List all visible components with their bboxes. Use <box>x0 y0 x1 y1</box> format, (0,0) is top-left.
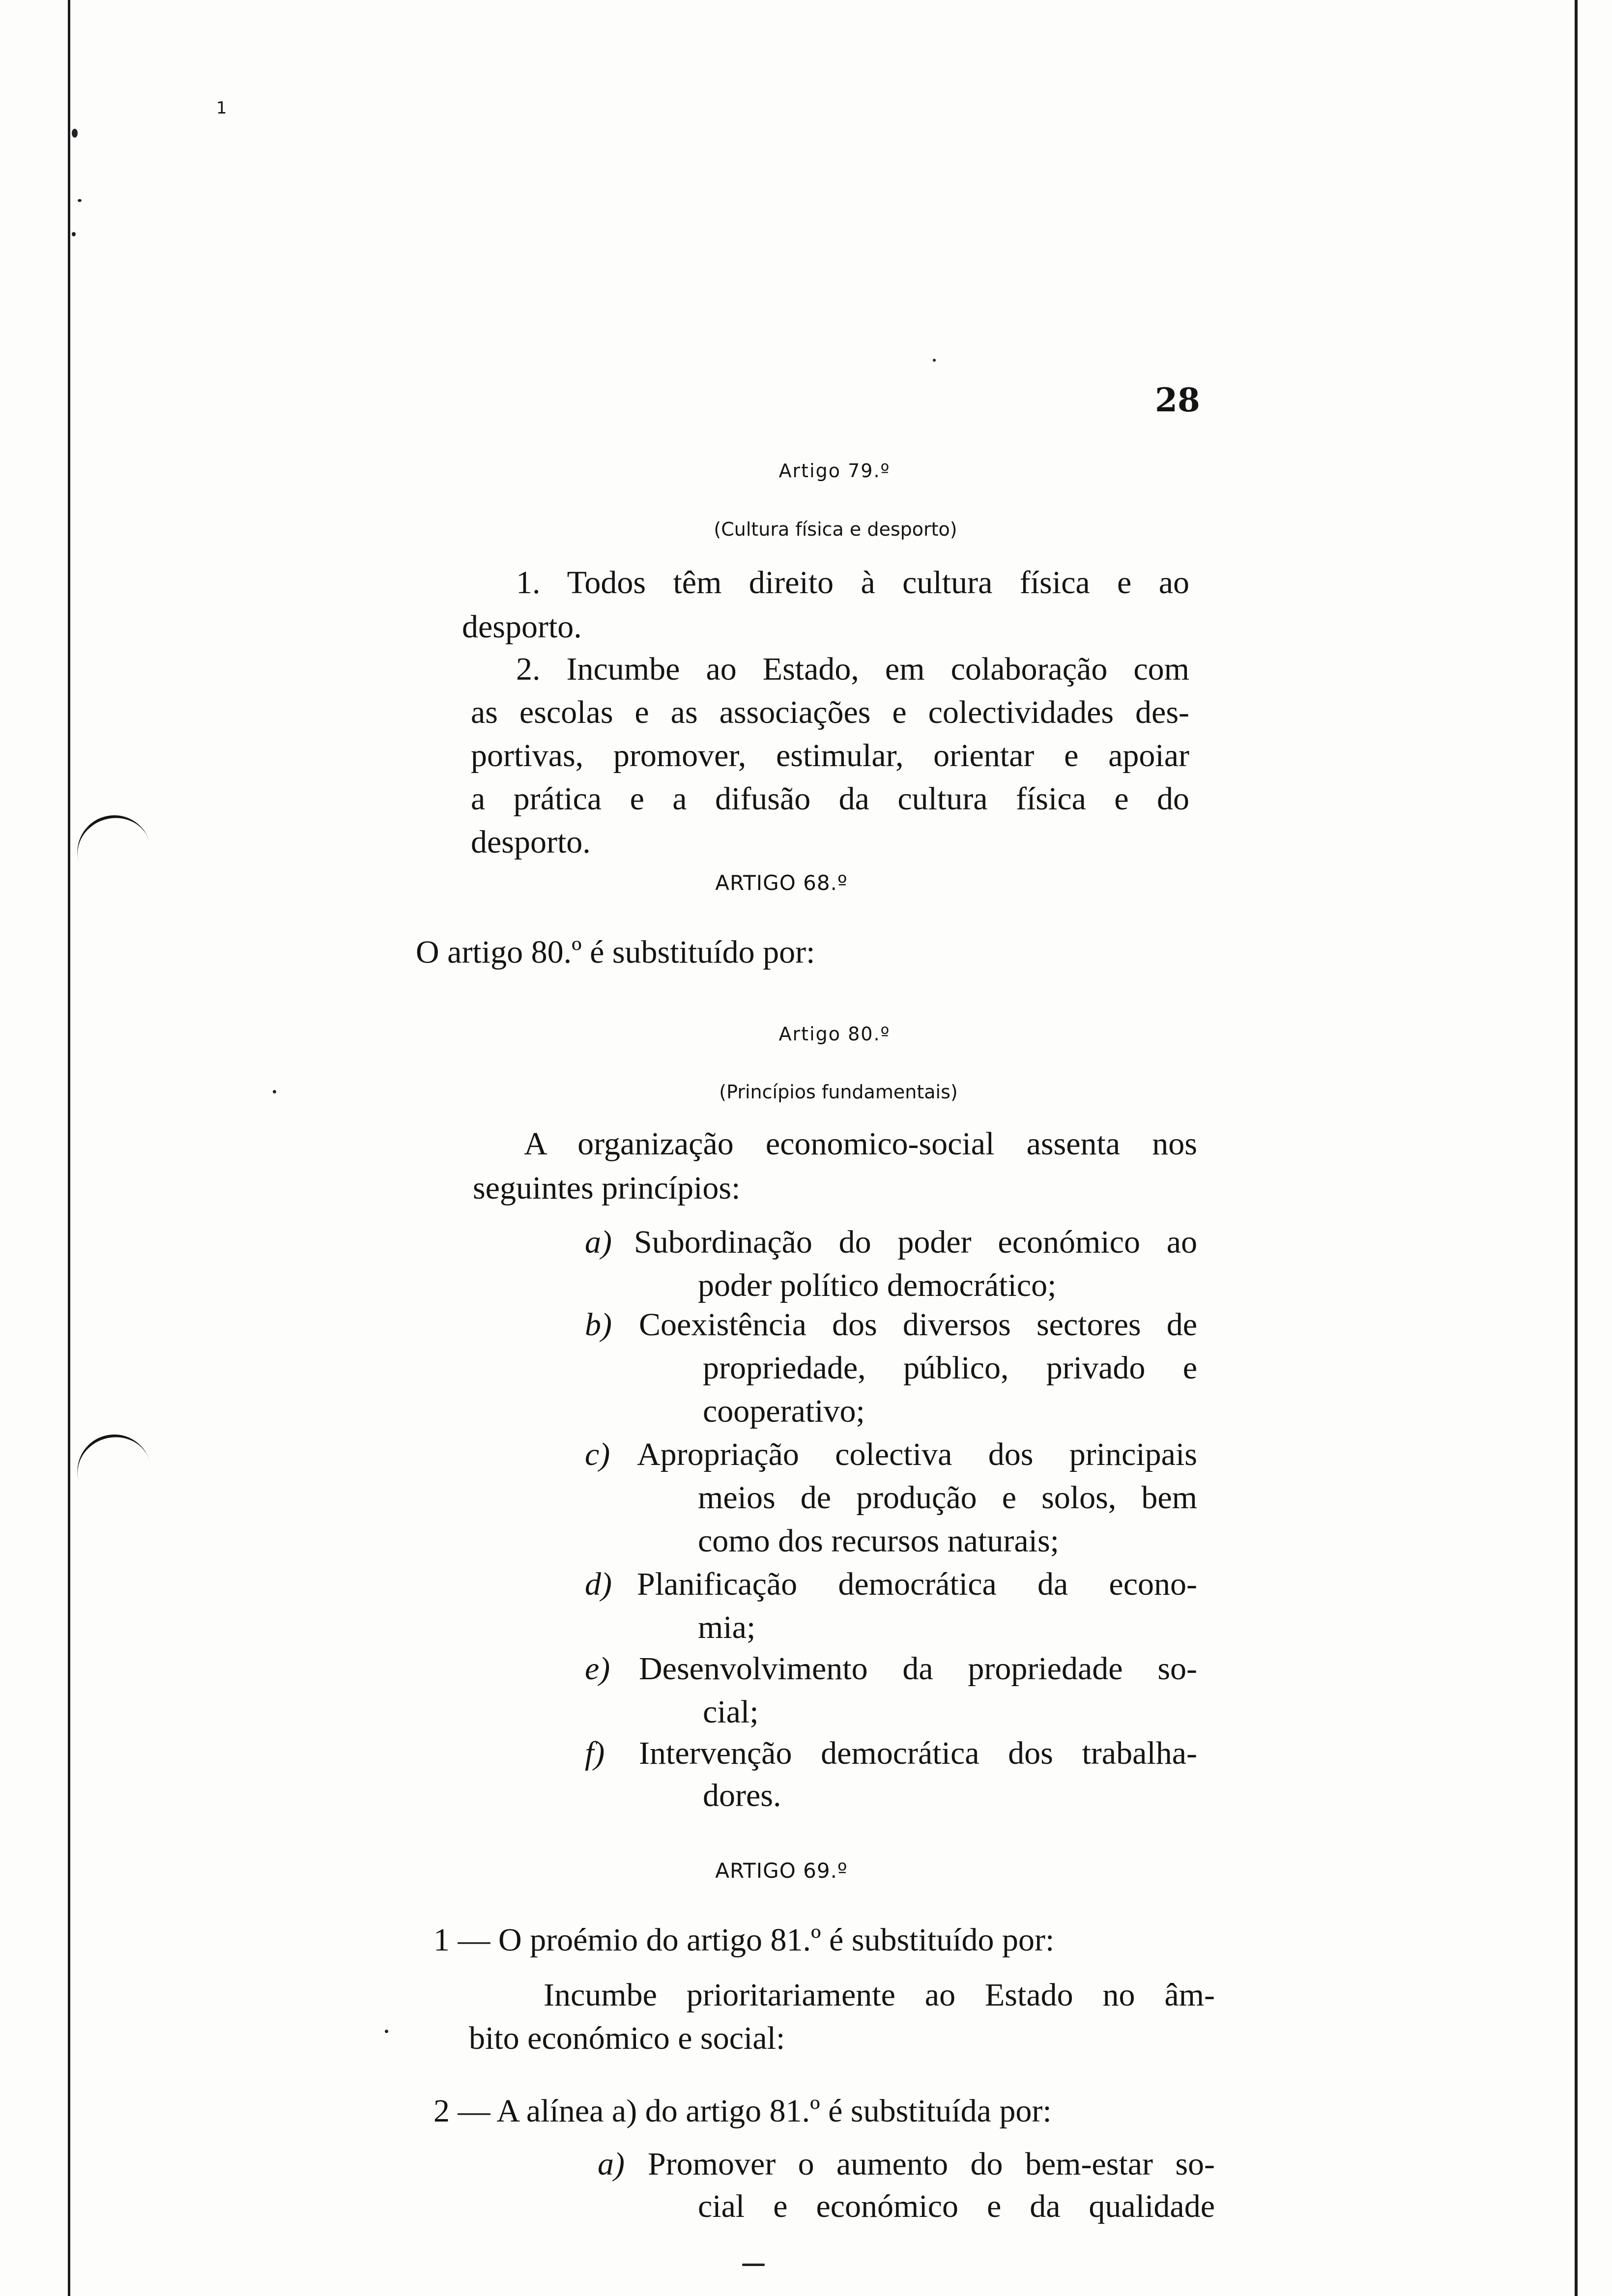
amendment-69-point-2: 2 — A alínea a) do artigo 81.º é substituída por: <box>433 2093 1052 2129</box>
item-f-line-2: dores. <box>703 1778 781 1813</box>
amendment-article-68-instruction: O artigo 80.º é substituído por: <box>416 934 815 970</box>
amendment-69-item-a-line-2: cial e económico e da qualidade <box>698 2188 1215 2224</box>
article-80-subheading: (Princípios fundamentais) <box>719 1081 958 1103</box>
article-80-heading: Artigo 80.º <box>778 1023 891 1045</box>
article-79-line-7: desporto. <box>471 824 591 860</box>
article-79-line-3: 2. Incumbe ao Estado, em colaboração com <box>516 651 1189 687</box>
scan-speck <box>385 2030 388 2033</box>
item-e-line-1: Desenvolvimento da propriedade so- <box>639 1651 1197 1687</box>
article-80-intro-line-2: seguintes princípios: <box>473 1170 741 1206</box>
article-79-subheading: (Cultura física e desporto) <box>714 518 957 540</box>
amendment-69-item-a-letter: a) <box>598 2146 625 2182</box>
scan-speck <box>72 232 76 236</box>
scan-speck <box>72 129 78 138</box>
item-a-line-1: Subordinação do poder económico ao <box>634 1224 1197 1260</box>
item-b-line-1: Coexistência dos diversos sectores de <box>639 1307 1197 1343</box>
amendment-69-item-a-line-1: Promover o aumento do bem-estar so- <box>648 2146 1215 2182</box>
item-d-letter: d) <box>585 1566 612 1602</box>
item-c-line-2: meios de produção e solos, bem <box>698 1480 1197 1516</box>
amendment-69-point-1: 1 — O proémio do artigo 81.º é substituído por: <box>433 1922 1055 1958</box>
article-79-line-2: desporto. <box>462 609 582 645</box>
item-b-line-2: propriedade, público, privado e <box>703 1350 1197 1386</box>
article-79-line-6: a prática e a difusão da cultura física e do <box>471 781 1189 817</box>
page-number: 28 <box>1155 381 1200 419</box>
page-left-edge <box>68 0 70 2296</box>
item-d-line-1: Planificação democrática da econo- <box>637 1566 1197 1602</box>
scan-speck <box>933 359 936 362</box>
margin-arc-mark <box>69 1426 153 1492</box>
article-79-line-1: 1. Todos têm direito à cultura física e ao <box>516 565 1189 601</box>
article-79-line-4: as escolas e as associações e colectividades des- <box>471 694 1189 730</box>
item-a-letter: a) <box>585 1224 612 1260</box>
scan-speck <box>78 199 82 202</box>
article-79-heading: Artigo 79.º <box>778 460 891 482</box>
scan-speck <box>742 2264 765 2266</box>
amendment-69-point-1-quote-line-1: Incumbe prioritariamente ao Estado no âm- <box>544 1977 1215 2013</box>
item-c-line-3: como dos recursos naturais; <box>698 1523 1059 1559</box>
page-right-edge <box>1575 0 1578 2296</box>
scan-speck <box>273 1090 276 1093</box>
margin-number: 1 <box>216 98 227 118</box>
amendment-69-point-1-quote-line-2: bito económico e social: <box>469 2020 785 2056</box>
item-f-letter: f) <box>585 1735 605 1771</box>
item-e-line-2: cial; <box>703 1694 759 1730</box>
amendment-article-68-label: ARTIGO 68.º <box>715 871 848 895</box>
item-e-letter: e) <box>585 1651 610 1687</box>
article-80-intro-line-1: A organização economico-social assenta nos <box>524 1126 1197 1162</box>
item-c-letter: c) <box>585 1436 610 1472</box>
amendment-article-69-label: ARTIGO 69.º <box>715 1859 848 1883</box>
item-b-letter: b) <box>585 1307 612 1343</box>
item-b-line-3: cooperativo; <box>703 1393 865 1429</box>
item-d-line-2: mia; <box>698 1609 756 1645</box>
item-f-line-1: Intervenção democrática dos trabalha- <box>639 1735 1197 1771</box>
margin-arc-mark <box>69 806 153 872</box>
item-c-line-1: Apropriação colectiva dos principais <box>637 1436 1197 1472</box>
item-a-line-2: poder político democrático; <box>698 1267 1057 1303</box>
article-79-line-5: portivas, promover, estimular, orientar e apoiar <box>471 738 1189 774</box>
